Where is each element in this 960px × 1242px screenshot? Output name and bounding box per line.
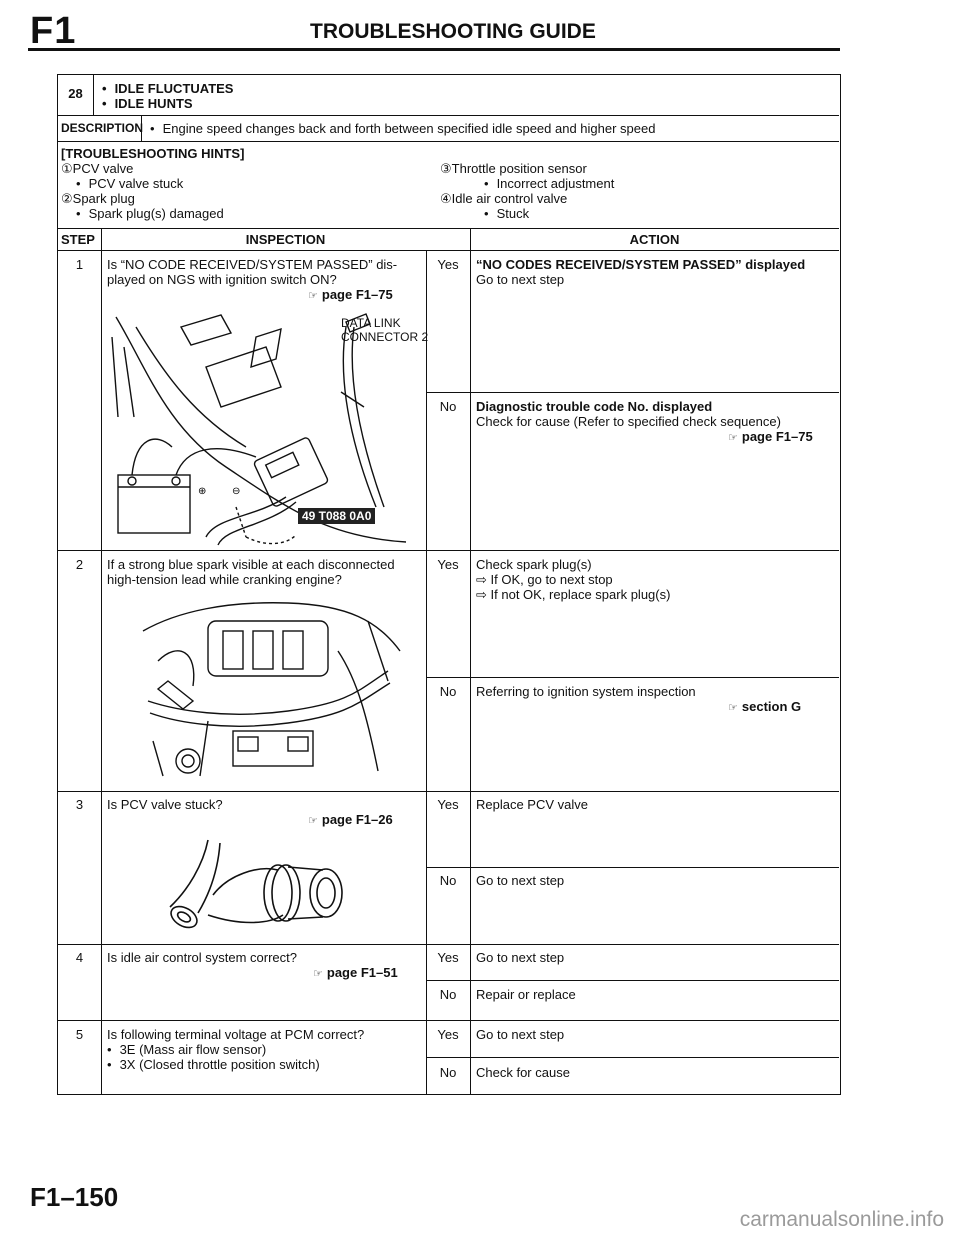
answer-yes: Yes [437, 557, 459, 572]
symptom-item: • IDLE HUNTS [102, 96, 193, 111]
figure-label: CONNECTOR 2 [341, 330, 429, 344]
step-number: 1 [75, 257, 84, 272]
reference: ☞ page F1–26 [308, 812, 393, 827]
action-text: ⇨ If not OK, replace spark plug(s) [476, 587, 671, 602]
inspection-text: Is idle air control system correct? [107, 950, 298, 965]
divider [58, 944, 839, 945]
hint-cause: ④Idle air control valve [440, 191, 568, 206]
inspection-text: played on NGS with ignition switch ON? [107, 272, 337, 287]
reference-icon: ☞ [308, 815, 318, 827]
step-number: 5 [75, 1027, 84, 1042]
action-text: Repair or replace [476, 987, 576, 1002]
answer-yes: Yes [437, 797, 459, 812]
hints-title: [TROUBLESHOOTING HINTS] [61, 146, 245, 161]
arrow-right-icon: ⇨ [476, 587, 487, 602]
divider [426, 867, 839, 868]
hint-detail: • Spark plug(s) damaged [76, 206, 224, 221]
description-text: • Engine speed changes back and forth between specified idle speed and higher speed [150, 121, 655, 136]
pcv-valve-illustration [158, 835, 348, 937]
answer-no: No [439, 987, 457, 1002]
reference-icon: ☞ [728, 702, 738, 714]
figure-label: DATA LINK [341, 316, 401, 330]
divider [426, 677, 839, 678]
answer-no: No [439, 399, 457, 414]
action-text: Go to next step [476, 272, 565, 287]
hint-detail: • PCV valve stuck [76, 176, 183, 191]
column-header-action: ACTION [629, 232, 680, 247]
arrow-right-icon: ⇨ [476, 572, 487, 587]
divider [101, 228, 102, 1094]
answer-no: No [439, 873, 457, 888]
reference: ☞ page F1–75 [308, 287, 393, 302]
answer-no: No [439, 684, 457, 699]
action-text: Check for cause (Refer to specified check sequence) [476, 414, 781, 429]
description-label: DESCRIPTION [61, 121, 144, 135]
hint-cause: ②Spark plug [61, 191, 135, 206]
hint-detail: • Stuck [484, 206, 529, 221]
answer-no: No [439, 1065, 457, 1080]
action-text: Go to next step [476, 1027, 565, 1042]
header-rule [28, 48, 840, 51]
inspection-text: Is “NO CODE RECEIVED/SYSTEM PASSED” dis- [107, 257, 398, 272]
step-number: 4 [75, 950, 84, 965]
action-text: ⇨ If OK, go to next stop [476, 572, 613, 587]
action-text: Check spark plug(s) [476, 557, 592, 572]
action-text: Replace PCV valve [476, 797, 588, 812]
inspection-text: • 3X (Closed throttle position switch) [107, 1057, 320, 1072]
action-text: Check for cause [476, 1065, 570, 1080]
reference-icon: ☞ [728, 432, 738, 444]
hint-cause: ①PCV valve [61, 161, 134, 176]
column-header-inspection: INSPECTION [245, 232, 326, 247]
inspection-text: Is following terminal voltage at PCM correct? [107, 1027, 365, 1042]
column-header-step: STEP [61, 232, 95, 247]
figure-code: 49 T088 0A0 [298, 508, 375, 524]
reference: ☞ page F1–51 [313, 965, 398, 980]
watermark: carmanualsonline.info [739, 1208, 944, 1231]
step-number: 3 [75, 797, 84, 812]
divider [58, 141, 839, 142]
symptom-number: 28 [68, 86, 83, 101]
hint-cause: ③Throttle position sensor [440, 161, 587, 176]
inspection-text: high-tension lead while cranking engine? [107, 572, 342, 587]
answer-yes: Yes [437, 950, 459, 965]
page-title: TROUBLESHOOTING GUIDE [310, 20, 596, 43]
battery-negative-icon: ⊖ [232, 486, 241, 497]
inspection-text: • 3E (Mass air flow sensor) [107, 1042, 266, 1057]
action-text: Go to next step [476, 950, 565, 965]
hint-detail: • Incorrect adjustment [484, 176, 614, 191]
spark-test-illustration [138, 591, 408, 781]
divider [93, 75, 94, 115]
divider [58, 550, 839, 551]
answer-yes: Yes [437, 1027, 459, 1042]
inspection-text: If a strong blue spark visible at each disconnected [107, 557, 395, 572]
divider [426, 980, 839, 981]
divider [58, 250, 839, 251]
symptom-item: • IDLE FLUCTUATES [102, 81, 233, 96]
reference: ☞ page F1–75 [728, 429, 813, 444]
section-code: F1 [30, 10, 77, 52]
reference-icon: ☞ [308, 290, 318, 302]
battery-positive-icon: ⊕ [198, 486, 207, 497]
divider [426, 250, 427, 1094]
action-title: “NO CODES RECEIVED/SYSTEM PASSED” displayed [476, 257, 806, 272]
divider [58, 228, 839, 229]
step-number: 2 [75, 557, 84, 572]
action-text: Referring to ignition system inspection [476, 684, 696, 699]
reference-icon: ☞ [313, 968, 323, 980]
divider [58, 1020, 839, 1021]
divider [58, 791, 839, 792]
inspection-text: Is PCV valve stuck? [107, 797, 223, 812]
action-text: Go to next step [476, 873, 565, 888]
answer-yes: Yes [437, 257, 459, 272]
divider [426, 1057, 839, 1058]
action-title: Diagnostic trouble code No. displayed [476, 399, 713, 414]
reference: ☞ section G [728, 699, 802, 714]
troubleshooting-table [57, 74, 841, 1095]
page-number: F1–150 [30, 1182, 119, 1212]
divider [470, 228, 471, 1094]
divider [58, 115, 839, 116]
divider [426, 392, 839, 393]
